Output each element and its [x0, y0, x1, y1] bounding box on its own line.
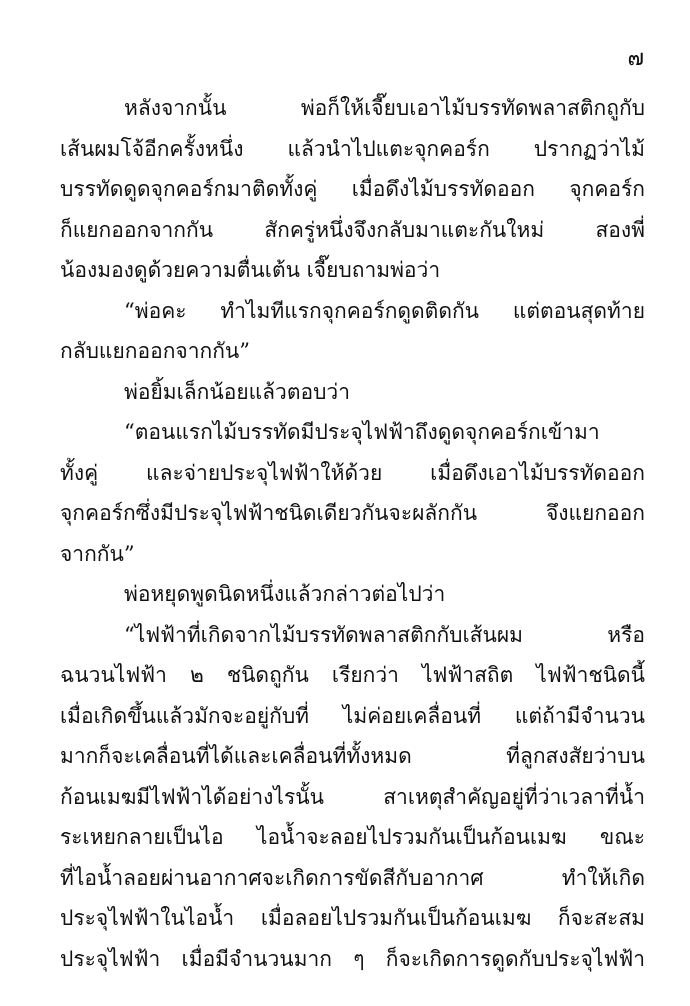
- paragraph-line: น้องมองดูด้วยความตื่นเต้น เจี๊ยบถามพ่อว่า: [60, 258, 441, 282]
- body-text: [60, 88, 645, 979]
- paragraph-line: พ่อยิ้มเล็กน้อยแล้วตอบว่า: [124, 379, 350, 404]
- paragraph-line: บรรทัดดูดจุกคอร์กมาติดทั้งคู่ เมื่อดึงไม้บรรทัดออก จุกคอร์ก: [60, 177, 645, 201]
- page-number: ๗: [627, 46, 644, 71]
- paragraph-line: เส้นผมโจ้อีกครั้งหนึ่ง แล้วนำไปแตะจุกคอร์ก ปรากฏว่าไม้: [60, 136, 645, 161]
- quote-line: เมื่อเกิดขึ้นแล้วมักจะอยู่กับที่ ไม่ค่อยเคลื่อนที่ แต่ถ้ามีจำนวน: [60, 703, 645, 728]
- quote-line: ก้อนเมฆมีไฟฟ้าได้อย่างไรนั้น สาเหตุสำคัญอยู่ที่ว่าเวลาที่น้ำ: [60, 784, 645, 809]
- quote-line: “ไฟฟ้าที่เกิดจากไม้บรรทัดพลาสติกกับเส้นผม หรือ: [124, 622, 645, 647]
- quote-line: กลับแยกออกจากกัน”: [60, 339, 251, 363]
- paragraph-line: ก็แยกออกจากกัน สักครู่หนึ่งจึงกลับมาแตะกันใหม่ สองพี่: [60, 217, 645, 242]
- quote-line: จุกคอร์กซึ่งมีประจุไฟฟ้าชนิดเดียวกันจะผลักกัน จึงแยกออก: [60, 501, 645, 525]
- quote-line: ที่ไอน้ำลอยผ่านอากาศจะเกิดการขัดสีกับอากาศ ทำให้เกิด: [60, 865, 645, 890]
- quote-line: “ตอนแรกไม้บรรทัดมีประจุไฟฟ้าถึงดูดจุกคอร์กเข้ามา: [124, 420, 600, 444]
- quote-line: มากก็จะเคลื่อนที่ได้และเคลื่อนที่ทั้งหมด ที่ลูกสงสัยว่าบน: [60, 744, 645, 768]
- quote-line: ระเหยกลายเป็นไอ ไอน้ำจะลอยไปรวมกันเป็นก้อนเมฆ ขณะ: [60, 825, 645, 849]
- quote-line: ฉนวนไฟฟ้า ๒ ชนิดถูกัน เรียกว่า ไฟฟ้าสถิต ไฟฟ้าชนิดนี้: [60, 663, 645, 687]
- paragraph-line: พ่อหยุดพูดนิดหนึ่งแล้วกล่าวต่อไปว่า: [124, 582, 446, 606]
- quote-line: ประจุไฟฟ้า เมื่อมีจำนวนมาก ๆ ก็จะเกิดการดูดกับประจุไฟฟ้า: [60, 946, 645, 971]
- quote-line: “พ่อคะ ทำไมทีแรกจุกคอร์กดูดติดกัน แต่ตอนสุดท้าย: [124, 298, 645, 323]
- quote-line: ทั้งคู่ และจ่ายประจุไฟฟ้าให้ด้วย เมื่อดึงเอาไม้บรรทัดออก: [60, 460, 645, 485]
- paragraph-line: หลังจากนั้น พ่อก็ให้เจี๊ยบเอาไม้บรรทัดพลาสติกถูกับ: [124, 96, 645, 120]
- quote-line: ประจุไฟฟ้าในไอน้ำ เมื่อลอยไปรวมกันเป็นก้อนเมฆ ก็จะสะสม: [60, 906, 645, 930]
- quote-line: จากกัน”: [60, 541, 135, 566]
